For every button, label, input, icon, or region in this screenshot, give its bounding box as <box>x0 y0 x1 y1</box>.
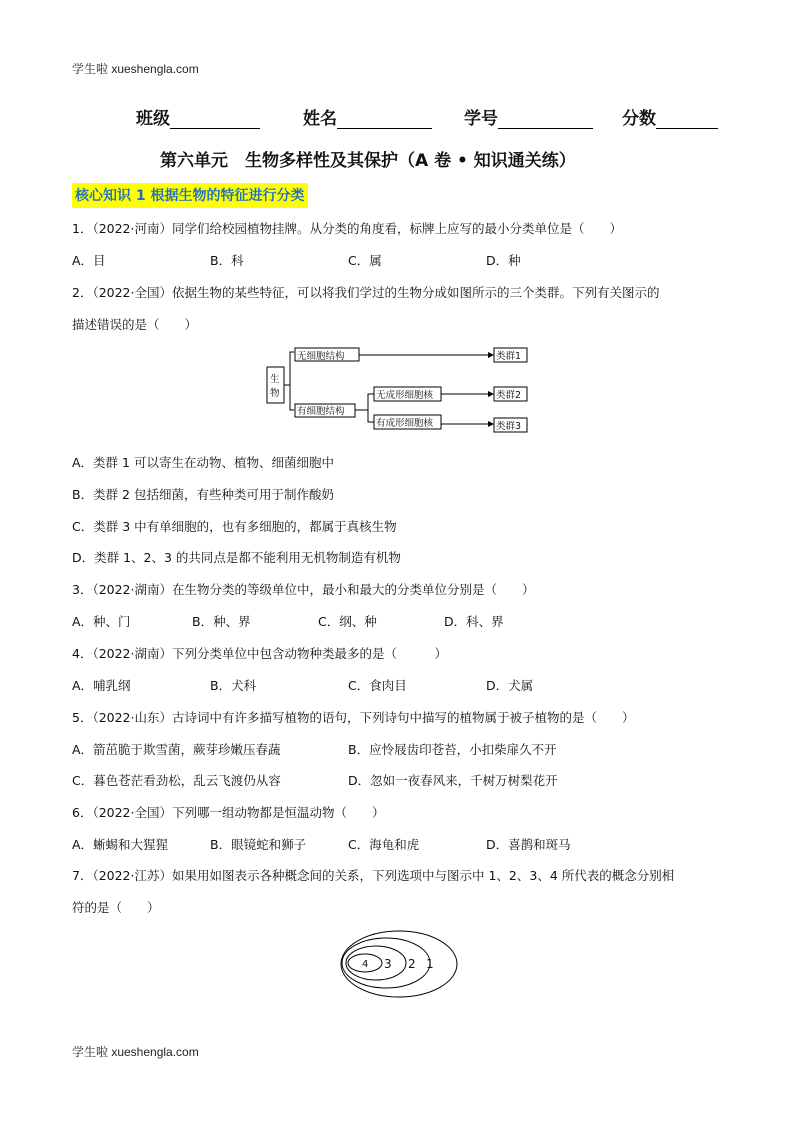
group2-label: 类群2 <box>496 390 522 401</box>
section-heading: 核心知识 1 根据生物的特征进行分类 <box>72 183 308 208</box>
group3-label: 类群3 <box>496 421 522 432</box>
q6-stem: 6．（2022·全国）下列哪一组动物都是恒温动物（ ） <box>72 805 385 820</box>
ellipse-3 <box>346 946 406 980</box>
q3-option-d[interactable]: D．科、界 <box>444 614 504 629</box>
sub-bracket <box>355 394 374 422</box>
arrow1-head <box>488 352 494 358</box>
q4-option-d[interactable]: D．犬属 <box>486 678 534 693</box>
label-2: 2 <box>408 957 416 971</box>
branch-top-label: 无细胞结构 <box>297 351 345 362</box>
q1-option-b[interactable]: B．科 <box>210 253 244 268</box>
q4-option-b[interactable]: B．犬科 <box>210 678 257 693</box>
arrow3-head <box>488 421 494 427</box>
id-field <box>464 104 593 129</box>
name-label: 姓名 <box>303 109 337 129</box>
q2-option-b[interactable]: B．类群 2 包括细菌，有些种类可用于制作酸奶 <box>72 487 334 502</box>
label-4: 4 <box>362 959 369 970</box>
q6-option-d[interactable]: D．喜鹊和斑马 <box>486 837 571 852</box>
root-bracket <box>284 352 294 410</box>
q6-option-a[interactable]: A．蜥蜴和大猩猩 <box>72 837 169 852</box>
q3-option-c[interactable]: C．纲、种 <box>318 614 377 629</box>
q5-stem: 5．（2022·山东）古诗词中有许多描写植物的语句，下列诗句中描写的植物属于被子植物的是（ ） <box>72 710 635 725</box>
q2-stem-line2: 描述错误的是（ ） <box>72 317 198 332</box>
q1-option-d[interactable]: D．种 <box>486 253 521 268</box>
q2-stem-line1: 2．（2022·全国）依据生物的某些特征，可以将我们学过的生物分成如图所示的三个类群。下列有关图示的 <box>72 285 660 300</box>
q7-stem-line1: 7．（2022·江苏）如果用如图表示各种概念间的关系，下列选项中与图示中 1、2、3、4 所代表的概念分别相 <box>72 868 675 883</box>
q5-option-b[interactable]: B．应怜屐齿印苍苔，小扣柴扉久不开 <box>348 742 557 757</box>
branch-bottom-label: 有细胞结构 <box>297 406 345 417</box>
classification-diagram <box>264 344 534 436</box>
q2-option-c[interactable]: C．类群 3 中有单细胞的，也有多细胞的，都属于真核生物 <box>72 519 397 534</box>
q3-option-a[interactable]: A．种、门 <box>72 614 131 629</box>
q6-option-b[interactable]: B．眼镜蛇和狮子 <box>210 837 307 852</box>
q4-option-a[interactable]: A．哺乳纲 <box>72 678 131 693</box>
name-blank[interactable] <box>337 110 432 129</box>
q1-option-c[interactable]: C．属 <box>348 253 382 268</box>
score-blank[interactable] <box>656 110 718 129</box>
q4-stem: 4．（2022·湖南）下列分类单位中包含动物种类最多的是（ ） <box>72 646 447 661</box>
name-field <box>303 104 432 129</box>
q3-option-b[interactable]: B．种、界 <box>192 614 251 629</box>
q5-option-d[interactable]: D．忽如一夜春风来，千树万树梨花开 <box>348 773 558 788</box>
root-label-2: 物 <box>270 388 280 399</box>
id-blank[interactable] <box>498 110 593 129</box>
q2-option-d[interactable]: D．类群 1、2、3 的共同点是都不能利用无机物制造有机物 <box>72 550 401 565</box>
q7-stem-line2: 符的是（ ） <box>72 900 160 915</box>
class-field <box>136 104 260 129</box>
id-label: 学号 <box>464 109 498 129</box>
score-label: 分数 <box>622 109 656 129</box>
arrow2-head <box>488 391 494 397</box>
score-field <box>622 104 718 129</box>
nested-ellipse-diagram <box>340 928 460 1000</box>
q4-option-c[interactable]: C．食肉目 <box>348 678 407 693</box>
q3-stem: 3．（2022·湖南）在生物分类的等级单位中，最小和最大的分类单位分别是（ ） <box>72 582 535 597</box>
group1-label: 类群1 <box>496 351 522 362</box>
q5-option-c[interactable]: C．暮色苍茫看劲松，乱云飞渡仍从容 <box>72 773 281 788</box>
q5-option-a[interactable]: A．箭茁脆于欺雪菌，蕨芽珍嫩压春蔬 <box>72 742 281 757</box>
page-title: 第六单元 生物多样性及其保护（A 卷 • 知识通关练） <box>160 151 576 171</box>
class-label: 班级 <box>136 109 170 129</box>
sub-top-label: 无成形细胞核 <box>376 390 434 401</box>
label-3: 3 <box>384 957 392 971</box>
class-blank[interactable] <box>170 110 260 129</box>
q1-option-a[interactable]: A．目 <box>72 253 106 268</box>
sub-bottom-label: 有成形细胞核 <box>376 418 434 429</box>
root-label-1: 生 <box>270 374 280 385</box>
q2-option-a[interactable]: A．类群 1 可以寄生在动物、植物、细菌细胞中 <box>72 455 334 470</box>
label-1: 1 <box>426 957 434 971</box>
q1-stem: 1．（2022·河南）同学们给校园植物挂牌。从分类的角度看，标牌上应写的最小分类单位是（ ） <box>72 221 622 236</box>
watermark-bottom: 学生啦 xueshengla.com <box>72 1045 199 1059</box>
q6-option-c[interactable]: C．海龟和虎 <box>348 837 420 852</box>
watermark-top: 学生啦 xueshengla.com <box>72 62 199 76</box>
